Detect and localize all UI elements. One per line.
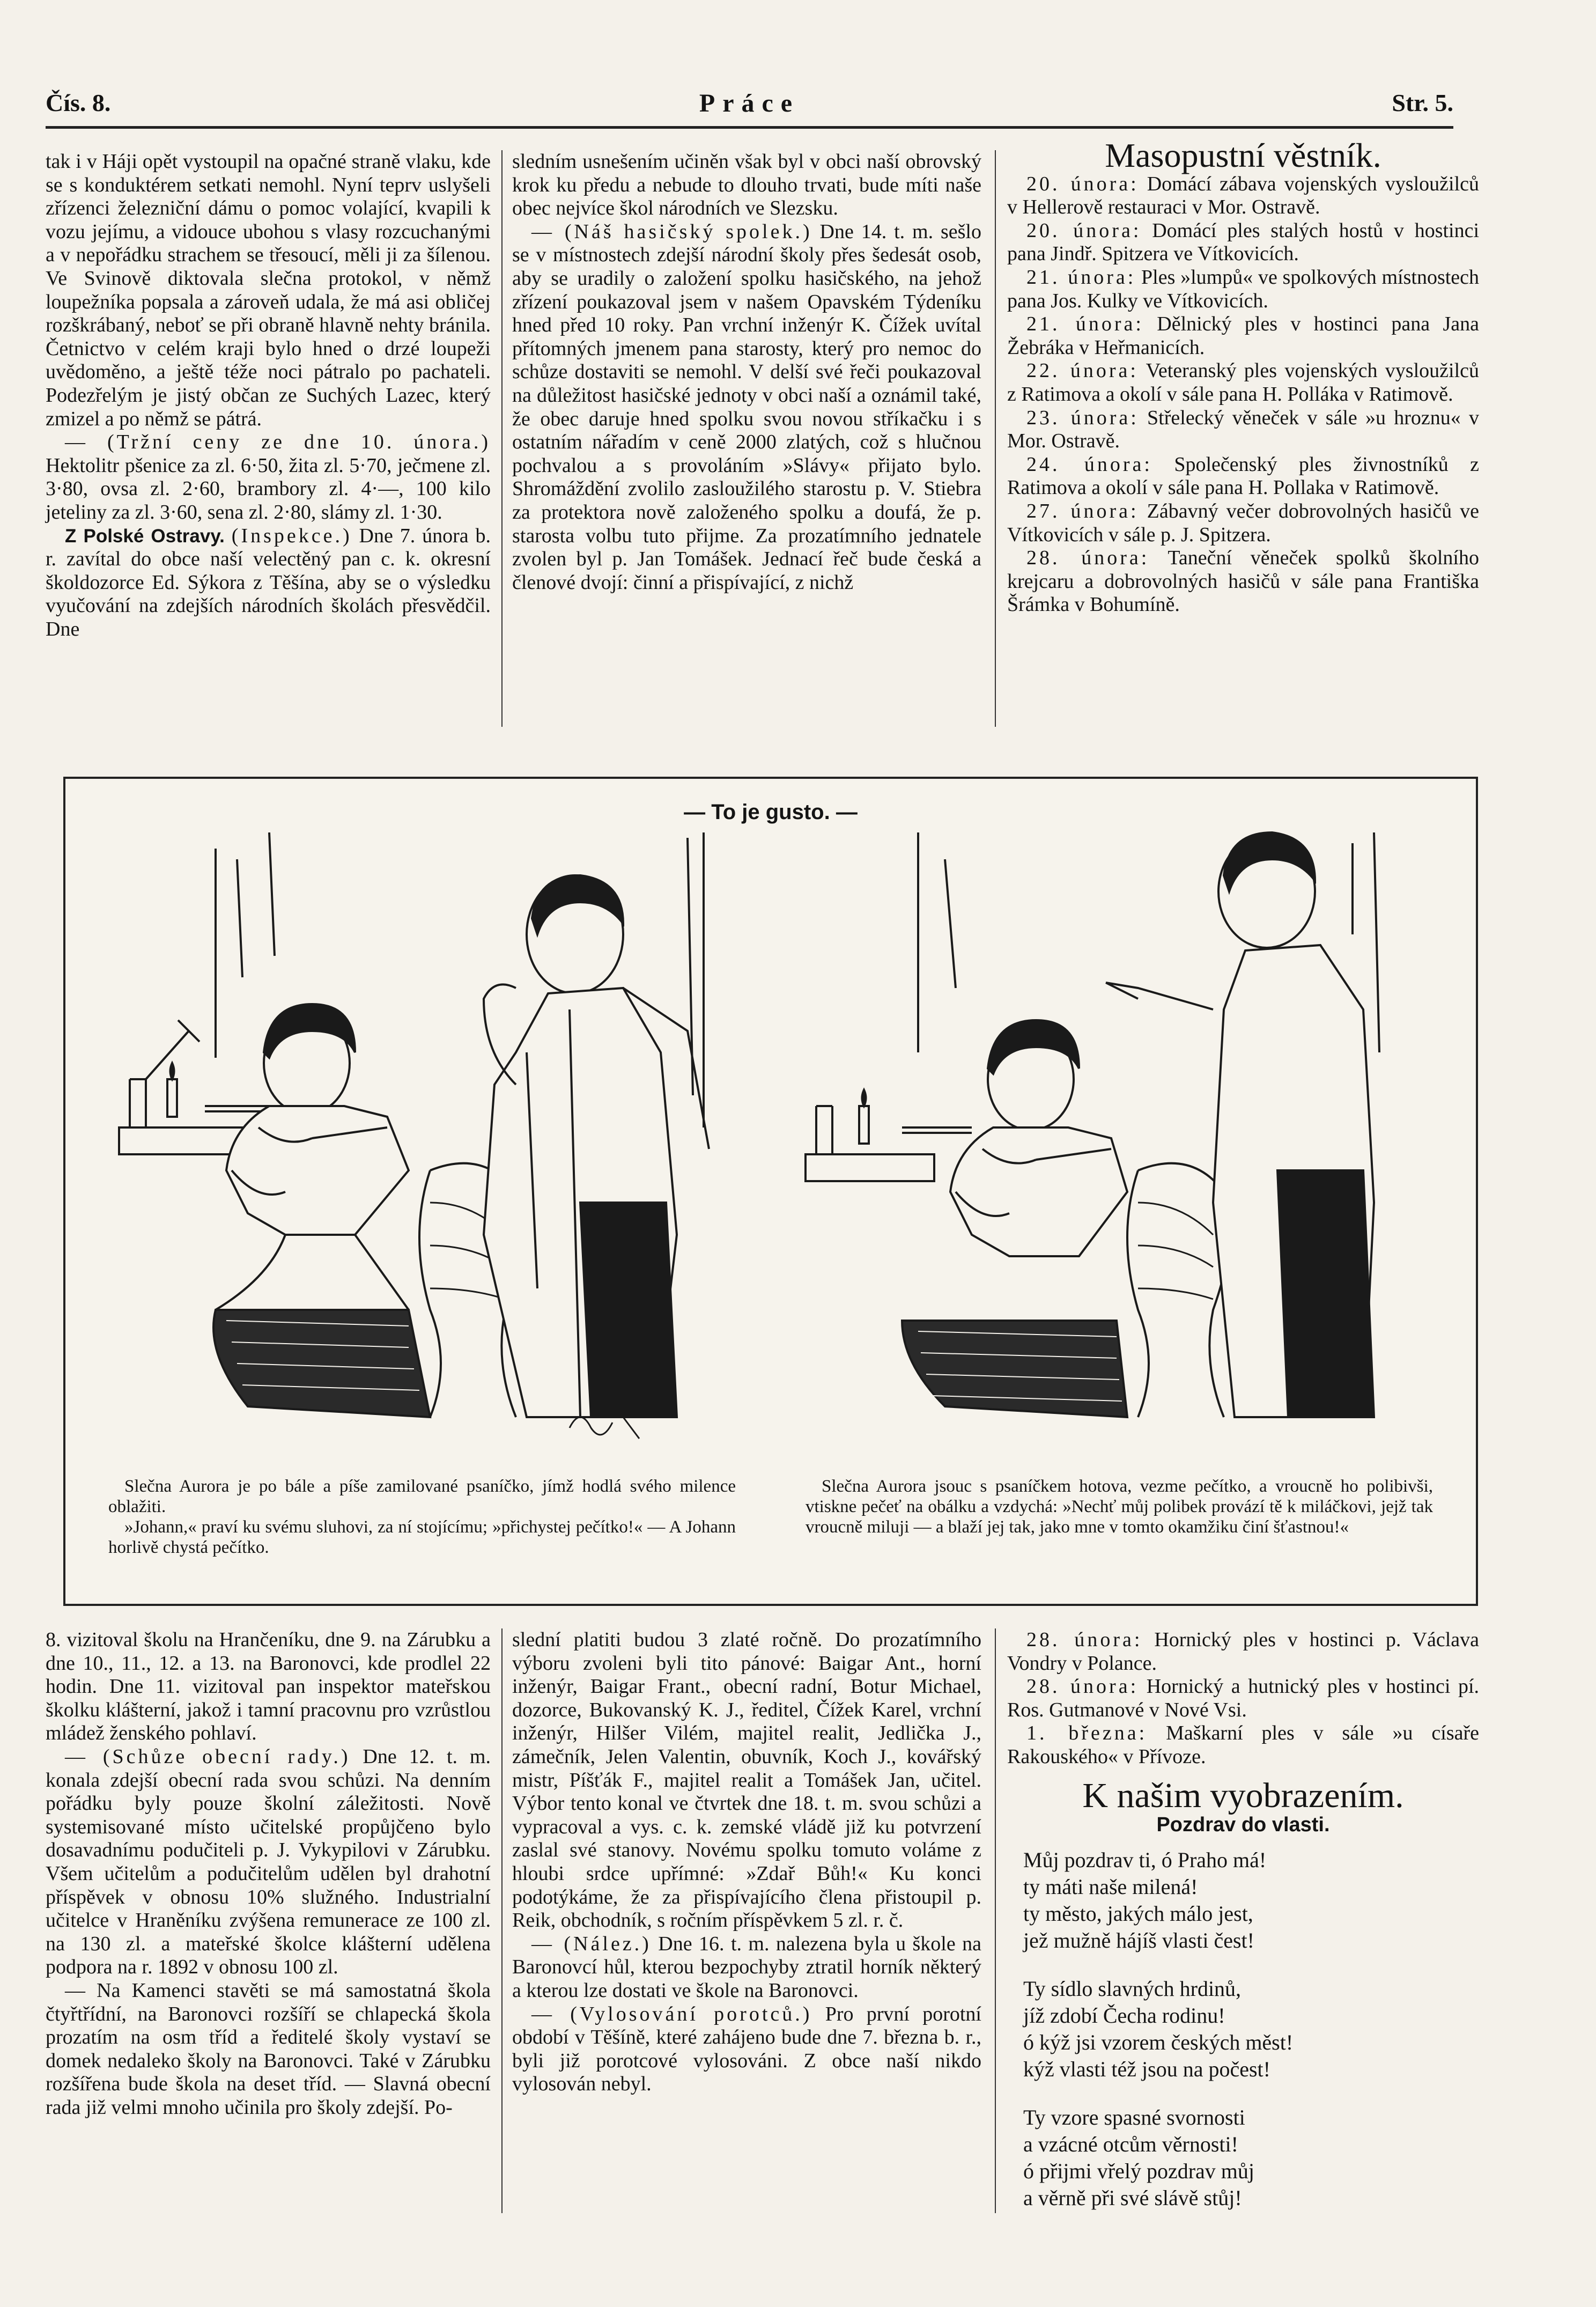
issue-number: Čís. 8. — [46, 89, 111, 116]
found-item: — (Nález.) Dne 16. t. m. nalezena byla u škole na Baronovcí hůl, kterou bezpochyby ztratil horník některý a kterou lze dostati ve škole na Baronovci. — [512, 1932, 981, 2002]
market-prices-lead: — (Tržní ceny ze dne 10. února.) — [65, 431, 491, 454]
list-item: 28. února: Taneční věneček spolků školního krejcaru a dobrovolných hasičů v sále pana Františka Šrámka v Bohumíně. — [1007, 547, 1479, 616]
column-2-top — [512, 150, 981, 594]
column-2-bottom — [512, 1628, 981, 2096]
inspection-text: Dne 7. února b. r. zavítal do obce naší velectěný pan c. k. okresní školdozorce Ed. Sýkora z Těšína, aby se o výsledku vyučování na zdejších národních školách přesvědčil. Dne — [46, 524, 491, 640]
committee-list: slední platiti budou 3 zlaté ročně. Do prozatímního výboru zvoleni byli tito pánové: Baigar Ant., horní inženýr, Baigar Frant., obecní radní, Botur Michael, dozorce, Bukovanský K. J., ředitel, Čížek Karel, vrchní inženýr, Hilšer Vilém, majitel realit, Jedlička J., zámečník, Jelen Valentin, obuvník, Koch J., kovářský mistr, Píšťák F., majitel realit a Tomášek Jan, učitel. Výbor tento konal ve čtvrtek dne 18. t. m. svou schůzi a vypracoval a vys. c. k. zemské vládě již ku potvrzení zaslal své stanovy. Novému spolku tomuto voláme z hloubi srdce upřímné: »Zdař Bůh!« Ku konci podotýkáme, že za přispívajícího člena přistoupil p. Reik, obchodník, s ročním příspěvkem 5 zl. r. č. — [512, 1628, 981, 1932]
page-number: Str. 5. — [1392, 89, 1453, 116]
place-heading: Z Polské Ostravy. — [65, 525, 225, 547]
list-item: 23. února: Střelecký věneček v sále »u hroznu« v Mor. Ostravě. — [1007, 406, 1479, 453]
column-divider — [501, 150, 503, 727]
article-text: tak i v Háji opět vystoupil na opačné straně vlaku, kde se s konduktérem setkati nemohl. Nyní teprv uslyšeli zřízenci železniční dámu o pomoc volající, kvapili k vozu jejímu, a vidouce ubohou s vlasy rozcuchanými a v nepořádku strachem se třesoucí, měli ji za šílenou. Ve Svinově diktovala slečna protokol, v němž loupežníka popsala a zároveň udala, že má asi obličej rozškrábaný, neboť se při obraně hlavně nehty bránila. Četnictvo v celém kraji bylo hned o drzé loupeži uvědoměno, a ještě téže noci pátralo po pachateli. Podezřelým je jistý občan ze Suchých Lazec, který zmizel a po němž se pátrá. — [46, 150, 491, 430]
inspection-continued: 8. vizitoval školu na Hrančeníku, dne 9. na Zárubku a dne 10., 11., 12. a 13. na Baronovci, kde prodlel 22 hodin. Dne 11. vizitoval pan inspektor mateřskou školku klášterní, jakož i tamní pracovnu pro vzrůstlou mládež ženského pohlaví. — [46, 1628, 491, 1745]
list-item: 21. února: Ples »lumpů« ve spolkových místnostech pana Jos. Kulky ve Vítkovicích. — [1007, 266, 1480, 312]
school-construction: — Na Kamenci stavěti se má samostatná škola čtyřtřídní, na Baronovci rozšíří se chlapecká škola prozatím na osm tříd a ředitelé školy vystaví se domek nedaleko školy na Baronovci. Také v Zárubku rozšířena bude škola na deset tříd. — Slavná obecní rada již velmi mnoho učinila pro školy zdejší. Po- — [46, 1979, 491, 2119]
cartoon-illustration — [63, 777, 1478, 1606]
cartoon-panel-left — [108, 827, 725, 1460]
list-item: 1. března: Maškarní ples v sále »u císaře Rakouského« v Přívoze. — [1007, 1722, 1480, 1768]
caption-left: Slečna Aurora je po bále a píše zamilované psaníčko, jímž hodlá svého milence oblažiti. »Johann,« praví ku svému sluhovi, za ní stojícímu; »přichystej pečítko!« — A Johann horlivě chystá pečítko. — [108, 1477, 736, 1557]
list-item: 28. února: Hornický a hutnický ples v hostinci pí. Ros. Gutmanové v Nové Vsi. — [1007, 1675, 1480, 1721]
inspection-lead: (Inspekce.) — [231, 524, 352, 547]
column-1-top — [46, 150, 491, 641]
cartoon-panel-right — [795, 827, 1412, 1460]
column-divider — [995, 1628, 996, 2213]
article-text: sledním usnešením učiněn však byl v obci naší obrovský krok ku předu a nebude to dlouho trvati, bude míti naše obec nejvíce škol národních ve Slezsku. — [512, 150, 981, 220]
market-prices-text: Hektolitr pšenice za zl. 6·50, žita zl. 5·70, ječmene zl. 3·80, ovsa zl. 2·60, brambory zl. 4·—, 100 kilo jeteliny za zl. 3·60, sena zl. 2·80, slámy zl. 1·30. — [46, 454, 491, 524]
list-item: 28. února: Hornický ples v hostinci p. Václava Vondry v Polance. — [1007, 1628, 1480, 1675]
poem-stanza: Ty sídlo slavných hrdinů, jíž zdobí Čecha rodinu! ó kýž jsi vzorem českých měst! kýž vlasti též jsou na počest! — [1023, 1976, 1294, 2081]
column-divider — [501, 1628, 503, 2213]
council-lead: — (Schůze obecní rady.) — [65, 1745, 351, 1768]
page-header — [46, 89, 1453, 129]
newspaper-title: Práce — [699, 89, 800, 117]
carnival-calendar-title: Masopustní věstník. — [1105, 136, 1381, 174]
list-item: 22. února: Veteranský ples vojenských vysloužilců z Ratimova a okolí v sále pana H. Polláka v Ratimově. — [1007, 359, 1479, 406]
poem-stanza: Můj pozdrav ti, ó Praho má! ty máti naše milená! ty město, jakých málo jest, jež mužně hájíš vlasti čest! — [1023, 1847, 1267, 1952]
list-item: 27. února: Zábavný večer dobrovolných hasičů ve Vítkovicích v sále p. J. Spitzera. — [1007, 499, 1479, 546]
council-meeting: — (Schůze obecní rady.) Dne 12. t. m. konala zdejší obecní rada svou schůzi. Na denním pořádku byly pouze školní záležitosti. Nově systemisované místo učitelské propůjčeno bylo dosavadnímu podučiteli p. J. Vykypilovi v Zárubku. Všem učitelům a podučitelům udělen byl drahotní příspěvek v obnosu 10% služného. Industrialní učitelce v Hraněníku zvýšena remunerace ze 100 zl. na 130 zl. a mateřské školce klášterní udělena podpora na r. 1892 v obnosu 100 zl. — [46, 1745, 491, 1979]
jury-draw: — (Vylosování porotců.) Pro první porotní období v Těšíně, které zahájeno bude dne 7. března b. r., byli již porotcové vylosováni. Z obce naší nikdo vylosován nebyl. — [512, 2002, 981, 2096]
list-item: 20. února: Domácí ples stalých hostů v hostinci pana Jindř. Spitzera ve Vítkovicích. — [1007, 219, 1480, 266]
list-item: 20. února: Domácí zábava vojenských vysloužilců v Hellerově restauraci v Mor. Ostravě. — [1007, 172, 1479, 219]
market-prices — [46, 431, 491, 524]
polska-ostrava-article — [46, 525, 491, 642]
column-divider — [995, 150, 996, 727]
cartoon-title: — To je gusto. — — [684, 800, 858, 824]
fire-brigade-lead: — (Náš hasičský spolek.) — [531, 220, 812, 243]
column-3-bottom — [1007, 1628, 1479, 2233]
column-1-bottom — [46, 1628, 491, 2119]
poem-stanza: Ty vzore spasné svornosti a vzácné otcům věrnosti! ó přijmi vřelý pozdrav můj a věrně při své slávě stůj! — [1023, 2105, 1255, 2210]
caption-right: Slečna Aurora jsouc s psaníčkem hotova, vezme pečítko, a vroucně ho polibivši, vtiskne pečeť na obálku a vzdychá: »Nechť můj polibek provází tě k miláčkovi, jejž tak vroucně miluji — a blaží jej tak, jako mne v tomto okamžiku činí šťastnou!« — [806, 1477, 1433, 1537]
poem-title: Pozdrav do vlasti. — [1156, 1814, 1330, 1837]
list-item: 24. února: Společenský ples živnostníků z Ratimova a okolí v sále pana H. Pollaka v Ratimově. — [1007, 453, 1480, 499]
fire-brigade-text: Dne 14. t. m. sešlo se v místnostech zdejší národní školy přes šedesát osob, aby se uradily o založení spolku hasičského, na jehož zřízení poukazoval jsem v našem Opavském Týdeníku hned před 10 roky. Pan vrchní inženýr K. Čížek uvítal přítomných jmenem pana starosty, který pro nemoc do schůze dostaviti se nemohl. V delší své řeči poukazoval na důležitost hasičské jednoty v obci naší a oznámil také, že obec daruje hned spolku svou novou stříkačku i s ostatním nářadím v ceně 2000 zlatých, což s hlučnou pochvalou a s provoláním »Slávy« přijato bylo. Shromáždění zvolilo zasloužilého starostu p. V. Stiebra za protektora nově založeného spolku a doufá, že p. starosta volbu tuto přijme. Za prozatímního jednatele zvolen byl p. Jan Tomášek. Jednací řeč bude česká a členové dvojí: činní a přispívající, z nichž — [512, 220, 981, 594]
list-item: 21. února: Dělnický ples v hostinci pana Jana Žebráka v Heřmanicích. — [1007, 313, 1480, 359]
column-3-top — [1007, 136, 1480, 617]
fire-brigade-article — [512, 220, 981, 595]
illustrations-heading: K našim vyobrazením. — [1082, 1775, 1404, 1815]
